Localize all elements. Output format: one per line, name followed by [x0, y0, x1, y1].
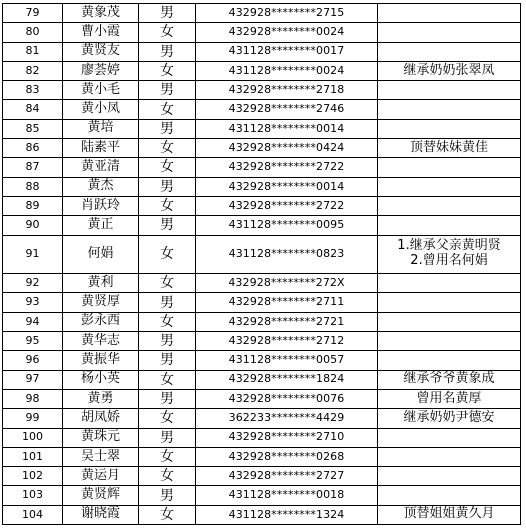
gender-cell: 男	[139, 42, 196, 61]
remark-cell	[378, 158, 521, 177]
table-row	[3, 389, 521, 408]
table-row	[3, 119, 521, 138]
gender-cell: 女	[139, 312, 196, 331]
gender-cell: 女	[139, 158, 196, 177]
name-cell: 黄华志	[63, 332, 139, 351]
remark-cell	[378, 409, 521, 428]
gender-cell: 女	[139, 139, 196, 158]
remark-cell	[378, 389, 521, 408]
row-number-cell: 89	[3, 196, 63, 215]
gender-cell: 女	[139, 23, 196, 42]
name-cell: 黄贤厚	[63, 293, 139, 312]
gender-cell: 男	[139, 351, 196, 370]
table-row	[3, 158, 521, 177]
table-row	[3, 216, 521, 235]
gender-cell: 男	[139, 293, 196, 312]
id-number-cell: 432928********0014	[196, 177, 378, 196]
row-number-cell: 84	[3, 100, 63, 119]
table-row	[3, 486, 521, 505]
id-number-cell: 432928********1824	[196, 370, 378, 389]
gender-cell: 女	[139, 409, 196, 428]
remark-line: 曾用名黄厚	[416, 390, 482, 406]
remark-line: 继承爷爷黄象成	[403, 371, 495, 387]
remark-cell	[378, 428, 521, 447]
remark-cell	[378, 293, 521, 312]
name-cell: 黄小毛	[63, 81, 139, 100]
remark-cell	[378, 274, 521, 293]
remark-cell	[378, 139, 521, 158]
remark-cell	[378, 4, 521, 23]
remark-cell	[378, 312, 521, 331]
table-row	[3, 100, 521, 119]
gender-cell: 男	[139, 428, 196, 447]
table-row	[3, 4, 521, 23]
name-cell: 黄亚清	[63, 158, 139, 177]
table-row	[3, 81, 521, 100]
row-number-cell: 88	[3, 177, 63, 196]
gender-cell: 男	[139, 177, 196, 196]
gender-cell: 女	[139, 235, 196, 274]
gender-cell: 男	[139, 119, 196, 138]
name-cell: 陆素平	[63, 139, 139, 158]
id-number-cell: 431128********0057	[196, 351, 378, 370]
remark-line: 继承奶奶尹德安	[403, 409, 495, 425]
row-number-cell: 83	[3, 81, 63, 100]
row-number-cell: 102	[3, 467, 63, 486]
name-cell: 黄珠元	[63, 428, 139, 447]
remark-cell	[378, 119, 521, 138]
id-number-cell: 432928********2722	[196, 158, 378, 177]
name-cell: 黄小凤	[63, 100, 139, 119]
remark-cell	[378, 447, 521, 466]
table-row	[3, 370, 521, 389]
row-number-cell: 103	[3, 486, 63, 505]
name-cell: 曹小霞	[63, 23, 139, 42]
gender-cell: 女	[139, 274, 196, 293]
gender-cell: 男	[139, 81, 196, 100]
row-number-cell: 97	[3, 370, 63, 389]
name-cell: 肖跃玲	[63, 196, 139, 215]
table-row	[3, 293, 521, 312]
table-row	[3, 139, 521, 158]
id-number-cell: 362233********4429	[196, 409, 378, 428]
row-number-cell: 100	[3, 428, 63, 447]
gender-cell: 女	[139, 196, 196, 215]
id-number-cell: 432928********0268	[196, 447, 378, 466]
id-number-cell: 432928********0424	[196, 139, 378, 158]
id-number-cell: 431128********0095	[196, 216, 378, 235]
id-number-cell: 432928********2718	[196, 81, 378, 100]
remark-cell	[378, 351, 521, 370]
remark-cell	[378, 370, 521, 389]
remark-cell	[378, 23, 521, 42]
remark-line: 2.曾用名何娟	[410, 253, 488, 269]
row-number-cell: 87	[3, 158, 63, 177]
id-number-cell: 432928********2721	[196, 312, 378, 331]
table-row	[3, 177, 521, 196]
remark-cell	[378, 81, 521, 100]
name-cell: 黄杰	[63, 177, 139, 196]
name-cell: 黄贤友	[63, 42, 139, 61]
id-number-cell: 432928********2712	[196, 332, 378, 351]
remark-line: 1.继承父亲黄明贤	[397, 238, 501, 254]
name-cell: 廖荟婷	[63, 61, 139, 80]
roster-table	[2, 3, 521, 525]
row-number-cell: 95	[3, 332, 63, 351]
table-row	[3, 274, 521, 293]
remark-cell	[378, 177, 521, 196]
name-cell: 黄培	[63, 119, 139, 138]
row-number-cell: 81	[3, 42, 63, 61]
row-number-cell: 85	[3, 119, 63, 138]
name-cell: 彭永西	[63, 312, 139, 331]
gender-cell: 男	[139, 389, 196, 408]
table-row	[3, 235, 521, 274]
id-number-cell: 432928********2715	[196, 4, 378, 23]
row-number-cell: 101	[3, 447, 63, 466]
id-number-cell: 431128********0823	[196, 235, 378, 274]
table-row	[3, 428, 521, 447]
row-number-cell: 80	[3, 23, 63, 42]
remark-line: 继承奶奶张翠凤	[403, 62, 495, 78]
table-row	[3, 312, 521, 331]
id-number-cell: 432928********272X	[196, 274, 378, 293]
row-number-cell: 94	[3, 312, 63, 331]
name-cell: 黄正	[63, 216, 139, 235]
row-number-cell: 86	[3, 139, 63, 158]
row-number-cell: 91	[3, 235, 63, 274]
gender-cell: 男	[139, 4, 196, 23]
remark-cell	[378, 100, 521, 119]
id-number-cell: 432928********2727	[196, 467, 378, 486]
table-row	[3, 409, 521, 428]
remark-line: 顶替妹妹黄佳	[409, 139, 488, 155]
id-number-cell: 431128********0017	[196, 42, 378, 61]
table-row	[3, 42, 521, 61]
gender-cell: 女	[139, 100, 196, 119]
remark-cell	[378, 216, 521, 235]
id-number-cell: 432928********2710	[196, 428, 378, 447]
remark-cell	[378, 61, 521, 80]
id-number-cell: 432928********2711	[196, 293, 378, 312]
name-cell: 黄象茂	[63, 4, 139, 23]
row-number-cell: 98	[3, 389, 63, 408]
name-cell: 黄勇	[63, 389, 139, 408]
row-number-cell: 79	[3, 4, 63, 23]
id-number-cell: 432928********2746	[196, 100, 378, 119]
id-number-cell: 432928********0024	[196, 23, 378, 42]
name-cell: 黄贤辉	[63, 486, 139, 505]
table-row	[3, 505, 521, 524]
table-row	[3, 332, 521, 351]
table-row	[3, 23, 521, 42]
row-number-cell: 93	[3, 293, 63, 312]
remark-cell	[378, 332, 521, 351]
id-number-cell: 432928********2722	[196, 196, 378, 215]
remark-cell	[378, 235, 521, 274]
name-cell: 胡凤娇	[63, 409, 139, 428]
table-row	[3, 196, 521, 215]
remark-cell	[378, 505, 521, 524]
name-cell: 谢晓霞	[63, 505, 139, 524]
roster-table-body	[3, 4, 521, 525]
gender-cell: 女	[139, 505, 196, 524]
gender-cell: 女	[139, 447, 196, 466]
name-cell: 吴士翠	[63, 447, 139, 466]
id-number-cell: 431128********0014	[196, 119, 378, 138]
id-number-cell: 431128********0024	[196, 61, 378, 80]
name-cell: 杨小英	[63, 370, 139, 389]
id-number-cell: 432928********0076	[196, 389, 378, 408]
remark-cell	[378, 196, 521, 215]
gender-cell: 女	[139, 467, 196, 486]
remark-cell	[378, 467, 521, 486]
remark-cell	[378, 42, 521, 61]
table-row	[3, 351, 521, 370]
table-row	[3, 467, 521, 486]
table-row	[3, 61, 521, 80]
row-number-cell: 99	[3, 409, 63, 428]
row-number-cell: 82	[3, 61, 63, 80]
gender-cell: 女	[139, 370, 196, 389]
name-cell: 黄运月	[63, 467, 139, 486]
gender-cell: 男	[139, 216, 196, 235]
row-number-cell: 104	[3, 505, 63, 524]
gender-cell: 女	[139, 61, 196, 80]
gender-cell: 男	[139, 332, 196, 351]
name-cell: 黄利	[63, 274, 139, 293]
row-number-cell: 96	[3, 351, 63, 370]
table-row	[3, 447, 521, 466]
name-cell: 黄振华	[63, 351, 139, 370]
id-number-cell: 431128********1324	[196, 505, 378, 524]
name-cell: 何娟	[63, 235, 139, 274]
row-number-cell: 90	[3, 216, 63, 235]
row-number-cell: 92	[3, 274, 63, 293]
id-number-cell: 431128********0018	[196, 486, 378, 505]
remark-cell	[378, 486, 521, 505]
remark-line: 顶替姐姐黄久月	[403, 506, 495, 522]
gender-cell: 男	[139, 486, 196, 505]
